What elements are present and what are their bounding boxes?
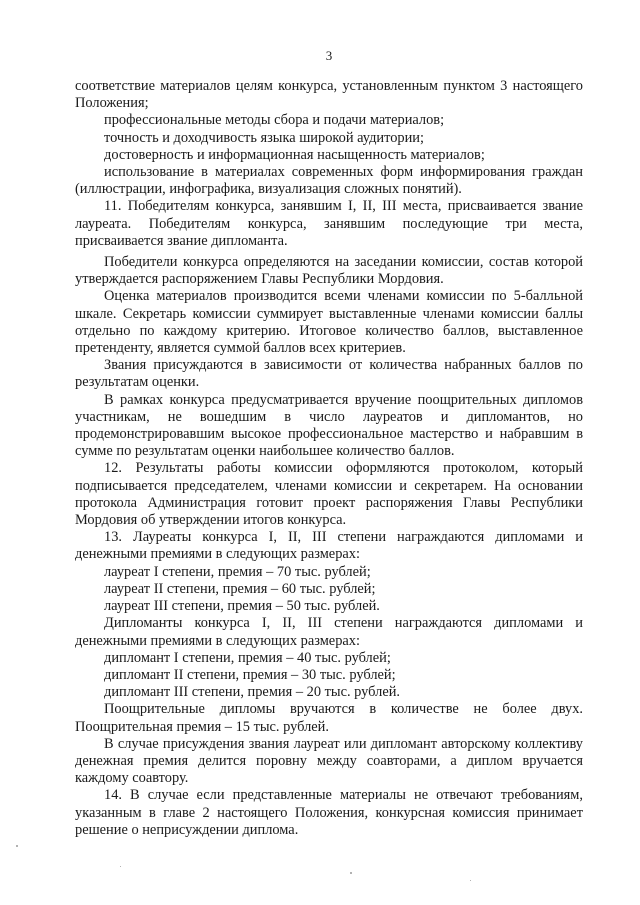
paragraph: Поощрительные дипломы вручаются в количестве не более двух. Поощрительная премия – 15 тыс. рублей. [75,701,583,735]
paragraph: точность и доходчивость языка широкой аудитории; [104,129,424,146]
paragraph: соответствие материалов целям конкурса, установленным пунктом 3 настоящего Положения; [75,78,583,112]
paragraph: дипломант I степени, премия – 40 тыс. рублей; [104,649,391,666]
paragraph: 13. Лауреаты конкурса I, II, III степени награждаются дипломами и денежными премиями в следующих размерах: [75,529,583,563]
paragraph: дипломант III степени, премия – 20 тыс. рублей. [104,684,401,701]
paragraph: профессиональные методы сбора и подачи материалов; [104,112,445,129]
paragraph: достоверность и информационная насыщенность материалов; [104,146,485,163]
paragraph: В случае присуждения звания лауреат или дипломант авторскому коллективу денежная премия делится поровну между соавторами, а диплом вручается каждому соавтору. [75,735,583,787]
scan-artifact [120,866,121,867]
paragraph: использование в материалах современных форм информирования граждан (иллюстрации, инфографика, визуализация сложных понятий). [75,164,583,198]
paragraph: Дипломанты конкурса I, II, III степени награждаются дипломами и денежными премиями в следующих размерах: [75,615,583,649]
paragraph: лауреат II степени, премия – 60 тыс. рублей; [104,580,376,597]
paragraph: лауреат I степени, премия – 70 тыс. рублей; [104,563,371,580]
document-body [75,78,583,839]
paragraph: лауреат III степени, премия – 50 тыс. рублей. [104,598,380,615]
paragraph: Звания присуждаются в зависимости от количества набранных баллов по результатам оценки. [75,357,583,391]
paragraph: 11. Победителям конкурса, занявшим I, II, III места, присваивается звание лауреата. Победителям конкурса, занявшим последующие три места, присваивается звание дипломанта. [75,198,583,249]
paragraph: Оценка материалов производится всеми членами комиссии по 5-балльной шкале. Секретарь комиссии суммирует выставленные членами комиссии баллы отдельно по каждому критерию. Итоговое количество баллов, выставленное претенденту, является суммой баллов всех критериев. [75,288,583,357]
paragraph: 12. Результаты работы комиссии оформляются протоколом, который подписывается председателем, членами комиссии и секретарем. На основании протокола Администрация готовит проект распоряжения Главы Республики Мордовия об утверждении итогов конкурса. [75,460,583,529]
paragraph: дипломант II степени, премия – 30 тыс. рублей; [104,666,396,683]
scan-artifact [350,872,352,874]
paragraph: В рамках конкурса предусматривается вручение поощрительных дипломов участникам, не вошедшим в число лауреатов и дипломантов, но продемонстрировавшим высокое профессиональное мастерство и набравшим в сумме по результатам оценки наибольшее количество баллов. [75,391,583,460]
paragraph: Победители конкурса определяются на заседании комиссии, состав которой утверждается распоряжением Главы Республики Мордовия. [75,254,583,288]
page-number: 3 [325,48,333,63]
scan-artifact [470,880,471,881]
paragraph: 14. В случае если представленные материалы не отвечают требованиям, указанным в главе 2 настоящего Положения, конкурсная комиссия принимает решение о неприсуждении диплома. [75,787,583,838]
scan-artifact [16,845,18,847]
